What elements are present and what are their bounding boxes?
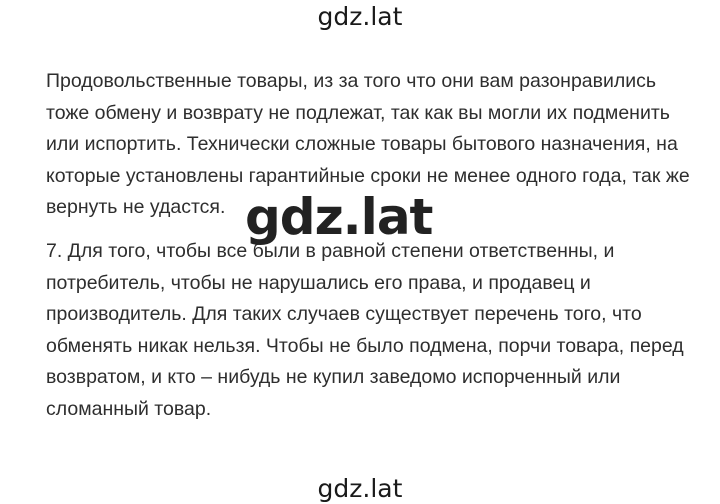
text-line: 7. Для того, чтобы все были в равной степени ответственны, и [46,240,615,262]
text-line: которые установлены гарантийные сроки не менее одного года, так же [46,164,690,187]
text-line: потребитель, чтобы не нарушались его права, и продавец и [46,271,591,294]
text-line: вернуть не удастся. [46,196,226,218]
text-line: сломанный товар. [46,397,212,420]
text-line: обменять никак нельзя. Чтобы не было подмена, порчи товара, перед [46,334,684,357]
text-line: или испортить. Технически сложные товары бытового назначения, на [46,133,678,155]
text-line: Продовольственные товары, из за того что они вам разонравились [46,70,657,92]
watermark-center: gdz.lat [245,188,433,246]
text-line: возвратом, и кто – нибудь не купил заведомо испорченный или [46,366,621,388]
watermark-top: gdz.lat [317,2,403,31]
watermark-bottom: gdz.lat [317,474,403,503]
text-line: производитель. Для таких случаев существует перечень того, что [46,303,642,325]
paragraph-2 [46,236,684,425]
text-line: тоже обмену и возврату не подлежат, так как вы могли их подменить [46,101,670,124]
